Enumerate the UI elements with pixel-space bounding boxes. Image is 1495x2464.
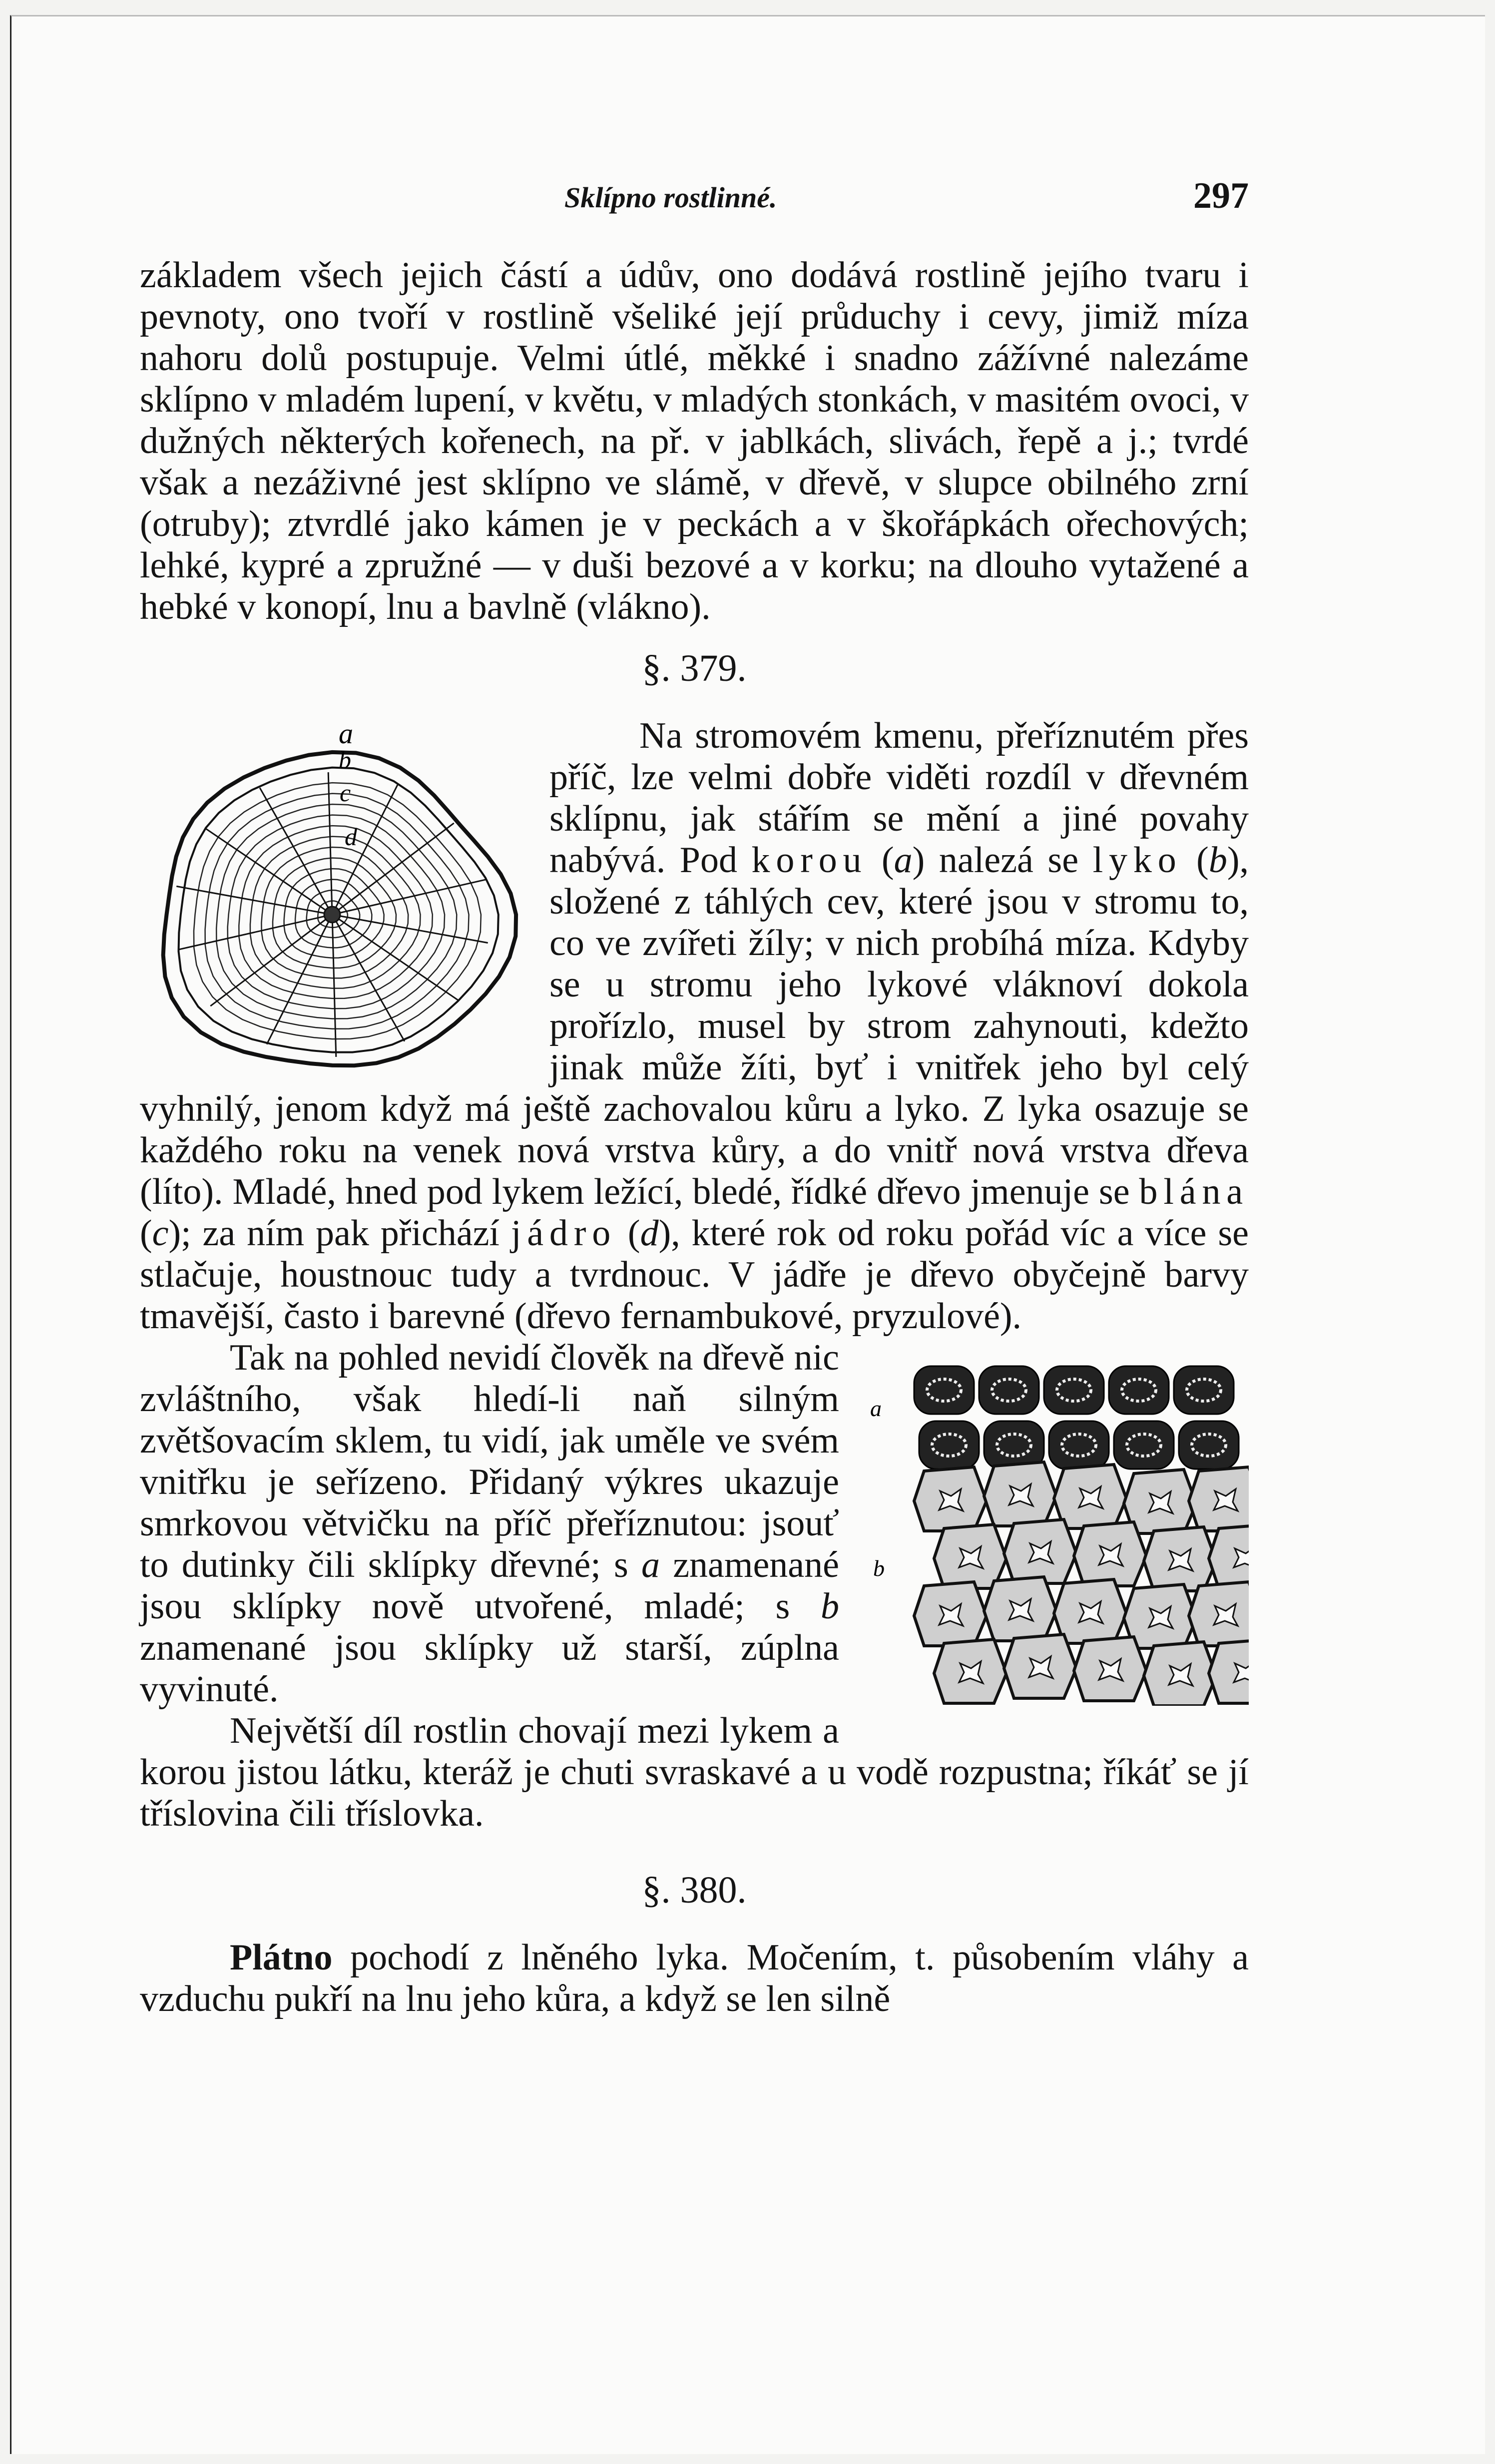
term-jadro: jádro: [510, 1213, 617, 1254]
trunk-label-b: b: [339, 746, 351, 774]
ref-b: b: [821, 1586, 839, 1627]
section-379-heading: §. 379.: [642, 647, 747, 689]
young-cell: [1174, 1366, 1234, 1414]
young-cell: [919, 1421, 979, 1469]
spruce-cells-figure: [869, 1346, 1249, 1706]
young-cell: [1044, 1366, 1104, 1414]
ref-c: c: [152, 1213, 169, 1254]
page-number: 297: [1193, 175, 1249, 216]
young-cell: [1179, 1421, 1239, 1469]
paragraph-intro: základem všech jejich částí a údův, ono dodává rostlině jejího tvaru i pevnoty, ono tvoří v rostlině všeliké její průduchy i cevy, jimiž míza nahoru dolů postupuje. Velmi útlé, měkké i snadno zážívné nalezáme sklípno v mladém lupení, v květu, v mladých stonkách, v masitém ovoci, v dužných některých kořenech, na př. v jablkách, slivách, řepě a j.; tvrdé však a nezáživné jest sklípno ve slámě, v dřevě, v slupce obilného zrní (otruby); ztvrdlé jako kámen je v peckách a v škořápkách ořechových; lehké, kypré a zpružné — v duši bezové a v korku; na dlouho vytažené a hebké v konopí, lnu a bavlně (vlákno).: [140, 255, 1249, 627]
medullary-ray: [332, 915, 488, 943]
young-cell: [979, 1366, 1039, 1414]
term-blana: blána: [1139, 1171, 1249, 1212]
ref-b: b: [1208, 840, 1227, 881]
paragraph-microscope: Tak na pohled nevidí člověk na dřevě nic zvláštního, však hledí-li naň silným zvětšovacím sklem, tu vidí, jak uměle ve svém vnitřku je seřízeno. Přidaný výkres ukazuje smrkovou větvičku na příč přeříznutou: jsouť to dutinky čili sklípky dřevné; s a znamenané jsou sklípky nově utvořené, mladé; s b znamenané jsou sklípky už starší, zúplna vyvinuté.: [140, 1337, 839, 1710]
ref-a: a: [894, 840, 913, 881]
term-platno: Plátno: [230, 1937, 333, 1978]
page-body: [140, 255, 1249, 2020]
page-header: [140, 175, 1249, 220]
paragraph-trunk: Na stromovém kmenu, přeříznutém přes příč, lze velmi dobře viděti rozdíl v dřevném sklípnu, jak stářím se mění a jiné povahy nabývá. Pod korou (a) nalezá se lyko (b), složené z táhlých cev, které jsou v stromu to, co ve zvířeti žíly; v nich probíhá míza. Kdyby se u stromu jeho lykové vláknoví dokola prořízlo, musel by strom zahynouti, kdežto jinak může žíti, byť i vnitřek jeho byl celý vyhnilý, jenom když má ještě zachovalou kůru a lyko. Z lyka osazuje se každého roku na venek nová vrstva kůry, a do vnitř nová vrstva dřeva (líto). Mladé, hned pod lykem ležící, bledé, řídké dřevo jmenuje se blána (c); za ním pak přichází jádro (d), které rok od roku pořád víc a více se stlačuje, houstnouc tudy a tvrdnouc. V jádře je dřevo obyčejně barvy tmavější, často i barevné (dřevo fernambukové, pryzulové).: [140, 715, 1249, 1337]
section-380-heading: §. 380.: [642, 1869, 747, 1911]
trunk-label-d: d: [345, 823, 357, 851]
tree-trunk-cross-section-figure: [140, 717, 519, 1077]
young-cell: [1114, 1421, 1174, 1469]
term-kora: korou: [751, 840, 868, 881]
medullary-ray: [332, 915, 336, 1057]
ref-d: d: [640, 1213, 659, 1254]
paragraph-linen: Plátno pochodí z lněného lyka. Močením, t. působením vláhy a vzduchu pukří na lnu jeho kůra, a když se len silně: [140, 1937, 1249, 2019]
ref-a: a: [641, 1544, 660, 1585]
young-cell: [1049, 1421, 1109, 1469]
medullary-ray: [206, 829, 332, 915]
trunk-label-c: c: [340, 779, 351, 807]
term-lyko: lyko: [1092, 840, 1182, 881]
young-cell: [914, 1366, 974, 1414]
medullary-ray: [260, 788, 332, 915]
cells-label-b: b: [873, 1555, 885, 1581]
cells-label-a: a: [870, 1396, 882, 1421]
young-cell: [1109, 1366, 1169, 1414]
running-title: Sklípno rostlinné.: [564, 181, 777, 214]
trunk-label-a: a: [339, 717, 353, 750]
pith: [324, 907, 340, 923]
paragraph-tannin: Největší díl rostlin chovají mezi lykem a korou jistou látku, kteráž je chuti svraskavé a u vodě rozpustna; říkáť se jí tříslovina čili tříslovka.: [140, 1710, 1249, 1834]
